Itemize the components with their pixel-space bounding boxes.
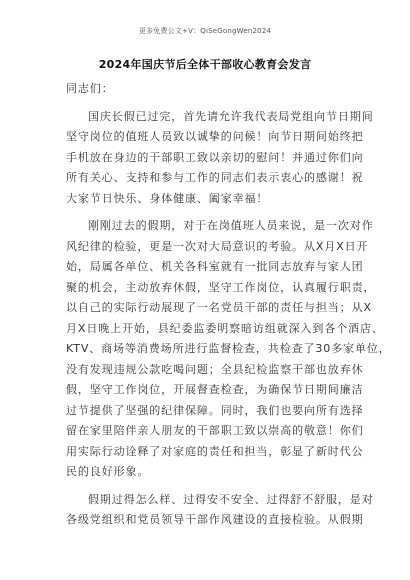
text-line: 所有关心、支持和参与工作的同志们表示衷心的感谢！祝 bbox=[66, 171, 364, 184]
text-line: 月X日晚上开始，县纪委监委明察暗访组就深入到各个酒店、 bbox=[66, 321, 384, 335]
text-line: 民的良好形象。 bbox=[66, 465, 150, 478]
document-body bbox=[66, 79, 391, 531]
text-line: 过节提供了坚强的纪律保障。同时，我们也要向所有选择 bbox=[66, 403, 364, 417]
text-line: 假期过得怎么样、过得安不安全、过得舒不舒服，是对 bbox=[88, 492, 374, 506]
salutation: 同志们： bbox=[66, 82, 114, 95]
paragraph-gap bbox=[66, 483, 348, 490]
text-line: 各级党组织和党员领导干部作风建设的直接检验。从假期 bbox=[66, 513, 364, 526]
text-line: 假，坚守工作岗位，开展督查检查，为确保节日期间廉洁 bbox=[66, 383, 364, 396]
text-line: 刚刚过去的假期，对于在岗值班人员来说，是一次对作 bbox=[88, 219, 374, 232]
paragraph-3 bbox=[66, 490, 374, 531]
text-line: 用实际行动诠释了对家庭的责任和担当，彰显了新时代公 bbox=[66, 444, 364, 458]
text-line: 以自己的实际行动展现了一名党员干部的责任与担当；从X bbox=[66, 301, 372, 314]
text-line: 聚的机会，主动放弃休假，坚守工作岗位，认真履行职责， bbox=[66, 280, 376, 294]
text-line: 没有发现违规公款吃喝问题；全县纪检监察干部也放弃休 bbox=[66, 362, 364, 376]
text-line: 留在家里陪伴亲人朋友的干部职工致以崇高的敬意！你们 bbox=[66, 424, 364, 437]
paragraph-2 bbox=[66, 216, 391, 483]
text-line: 始，局属各单位、机关各科室就有一批同志放弃与家人团 bbox=[66, 260, 364, 273]
document-title: 2024年国庆节后全体干部收心教育会发言 bbox=[98, 58, 312, 71]
text-line: 手机放在身边的干部职工致以亲切的慰问！并通过你们向 bbox=[66, 150, 364, 164]
text-line: 风纪律的检验，更是一次对大局意识的考验。从X月X日开 bbox=[66, 239, 369, 253]
header-note: 更多免费公文+V：QiSeGongWen2024 bbox=[138, 27, 272, 35]
text-line: 坚守岗位的值班人员致以诚挚的问候！向节日期间始终把 bbox=[66, 130, 364, 143]
text-line: KTV、商场等消费场所进行监督检查，共检查了30多家单位， bbox=[66, 342, 391, 355]
text-line: 大家节日快乐、身体健康、阖家幸福！ bbox=[66, 191, 269, 205]
paragraph-1 bbox=[66, 107, 374, 210]
text-line: 国庆长假已过完，首先请允许我代表局党组向节日期间 bbox=[88, 109, 374, 123]
paragraph-gap bbox=[66, 100, 348, 107]
paragraph-gap bbox=[66, 209, 348, 216]
